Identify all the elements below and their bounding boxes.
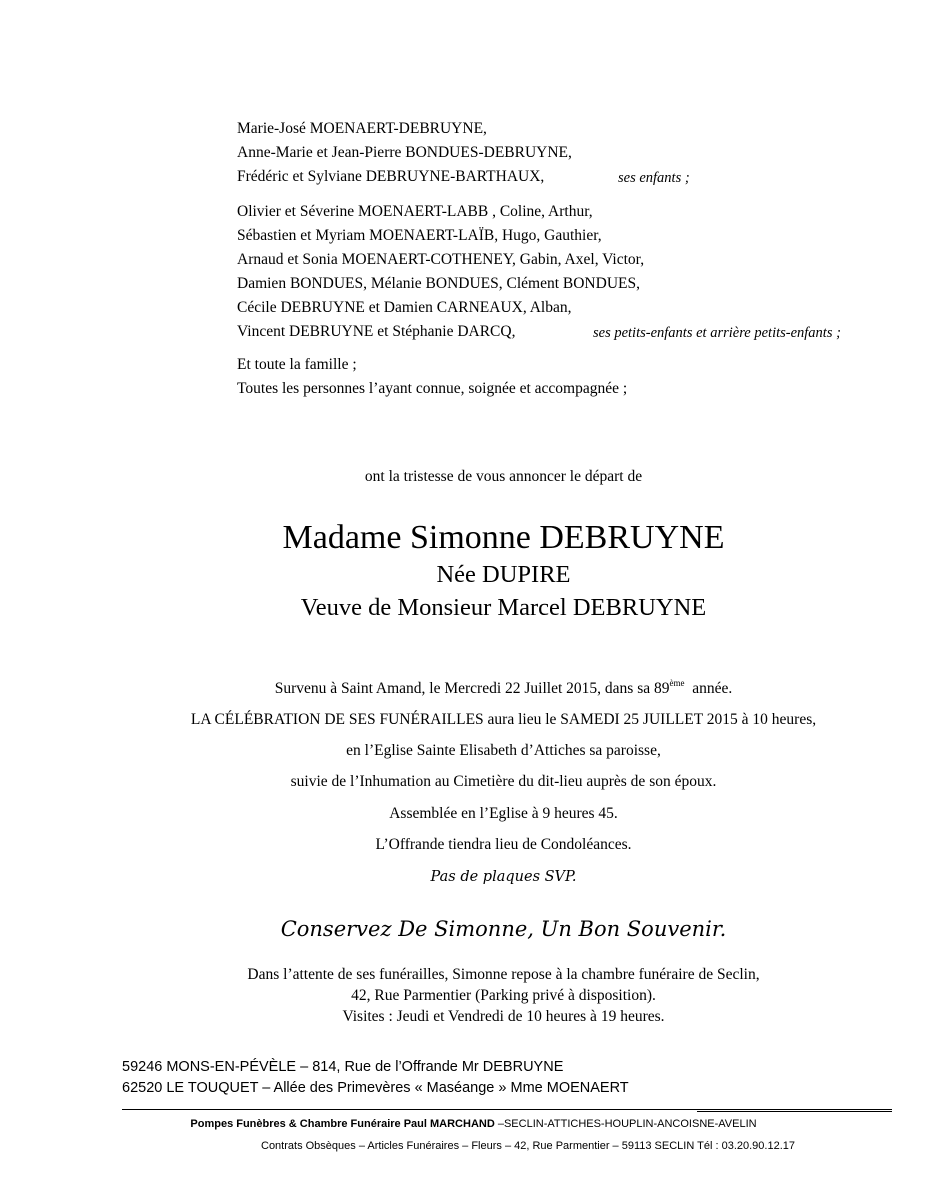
funeral-line: en l’Eglise Sainte Elisabeth d’Attiches sa paroisse, (346, 742, 661, 759)
no-plaques-note: Pas de plaques SVP. (430, 869, 577, 885)
visitation-line: Dans l’attente de ses funérailles, Simonne repose à la chambre funéraire de Seclin, (247, 966, 760, 983)
grandchildren-line: Sébastien et Myriam MOENAERT-LAÏB, Hugo, Gauthier, (237, 227, 602, 244)
memorial-motto: Conservez De Simonne, Un Bon Souvenir. (280, 917, 727, 941)
announcement-text: ont la tristesse de vous annoncer le départ de (364, 468, 643, 485)
funeral-line: suivie de l’Inhumation au Cimetière du dit-lieu auprès de son époux. (290, 773, 717, 790)
grandchildren-line: Cécile DEBRUYNE et Damien CARNEAUX, Alban, (237, 299, 572, 316)
funeral-line: Assemblée en l’Eglise à 9 heures 45. (389, 805, 618, 822)
family-line: Toutes les personnes l’ayant connue, soignée et accompagnée ; (237, 380, 628, 397)
deceased-birth-name: Née DUPIRE (436, 561, 571, 588)
address-line: 62520 LE TOUQUET – Allée des Primevères « Maséange » Mme MOENAERT (122, 1080, 629, 1096)
funeral-home-locations: –SECLIN-ATTICHES-HOUPLIN-ANCOISNE-AVELIN (494, 1118, 757, 1130)
funeral-line: LA CÉLÉBRATION DE SES FUNÉRAILLES aura lieu le SAMEDI 25 JUILLET 2015 à 10 heures, (190, 711, 817, 728)
children-line: Frédéric et Sylviane DEBRUYNE-BARTHAUX, (237, 168, 545, 185)
children-line: Marie-José MOENAERT-DEBRUYNE, (237, 120, 487, 137)
death-notice (30, 679, 947, 699)
grandchildren-line: Damien BONDUES, Mélanie BONDUES, Clément BONDUES, (237, 275, 640, 292)
children-line: Anne-Marie et Jean-Pierre BONDUES-DEBRUYNE, (237, 144, 572, 161)
grandchildren-line: Olivier et Séverine MOENAERT-LABB , Coline, Arthur, (237, 203, 593, 220)
visitation-line: Visites : Jeudi et Vendredi de 10 heures à 19 heures. (342, 1008, 665, 1025)
family-line: Et toute la famille ; (237, 356, 357, 373)
death-notice-end: année. (692, 680, 733, 697)
grandchildren-line: Arnaud et Sonia MOENAERT-COTHENEY, Gabin, Axel, Victor, (237, 251, 645, 268)
visitation-line: 42, Rue Parmentier (Parking privé à disposition). (351, 987, 656, 1004)
grandchildren-caption: ses petits-enfants et arrière petits-enfants ; (593, 325, 841, 341)
divider (122, 1109, 892, 1110)
funeral-home-line (0, 1116, 947, 1132)
funeral-home-services: Contrats Obsèques – Articles Funéraires – Fleurs – 42, Rue Parmentier – 59113 SECLIN Tél : 03.20.90.12.17 (261, 1140, 795, 1152)
grandchildren-line: Vincent DEBRUYNE et Stéphanie DARCQ, (237, 323, 516, 340)
deceased-name: Madame Simonne DEBRUYNE (282, 519, 725, 556)
death-notice-text: Survenu à Saint Amand, le Mercredi 22 Juillet 2015, dans sa 89 (274, 680, 670, 697)
divider-accent (697, 1111, 892, 1112)
ordinal-suffix: ème (669, 678, 685, 688)
address-line: 59246 MONS-EN-PÉVÈLE – 814, Rue de l’Offrande Mr DEBRUYNE (122, 1059, 564, 1075)
deceased-widow-line: Veuve de Monsieur Marcel DEBRUYNE (300, 594, 707, 621)
funeral-home-name: Pompes Funèbres & Chambre Funéraire Paul MARCHAND (190, 1118, 495, 1130)
funeral-line: L’Offrande tiendra lieu de Condoléances. (375, 836, 632, 853)
children-caption: ses enfants ; (618, 170, 690, 186)
